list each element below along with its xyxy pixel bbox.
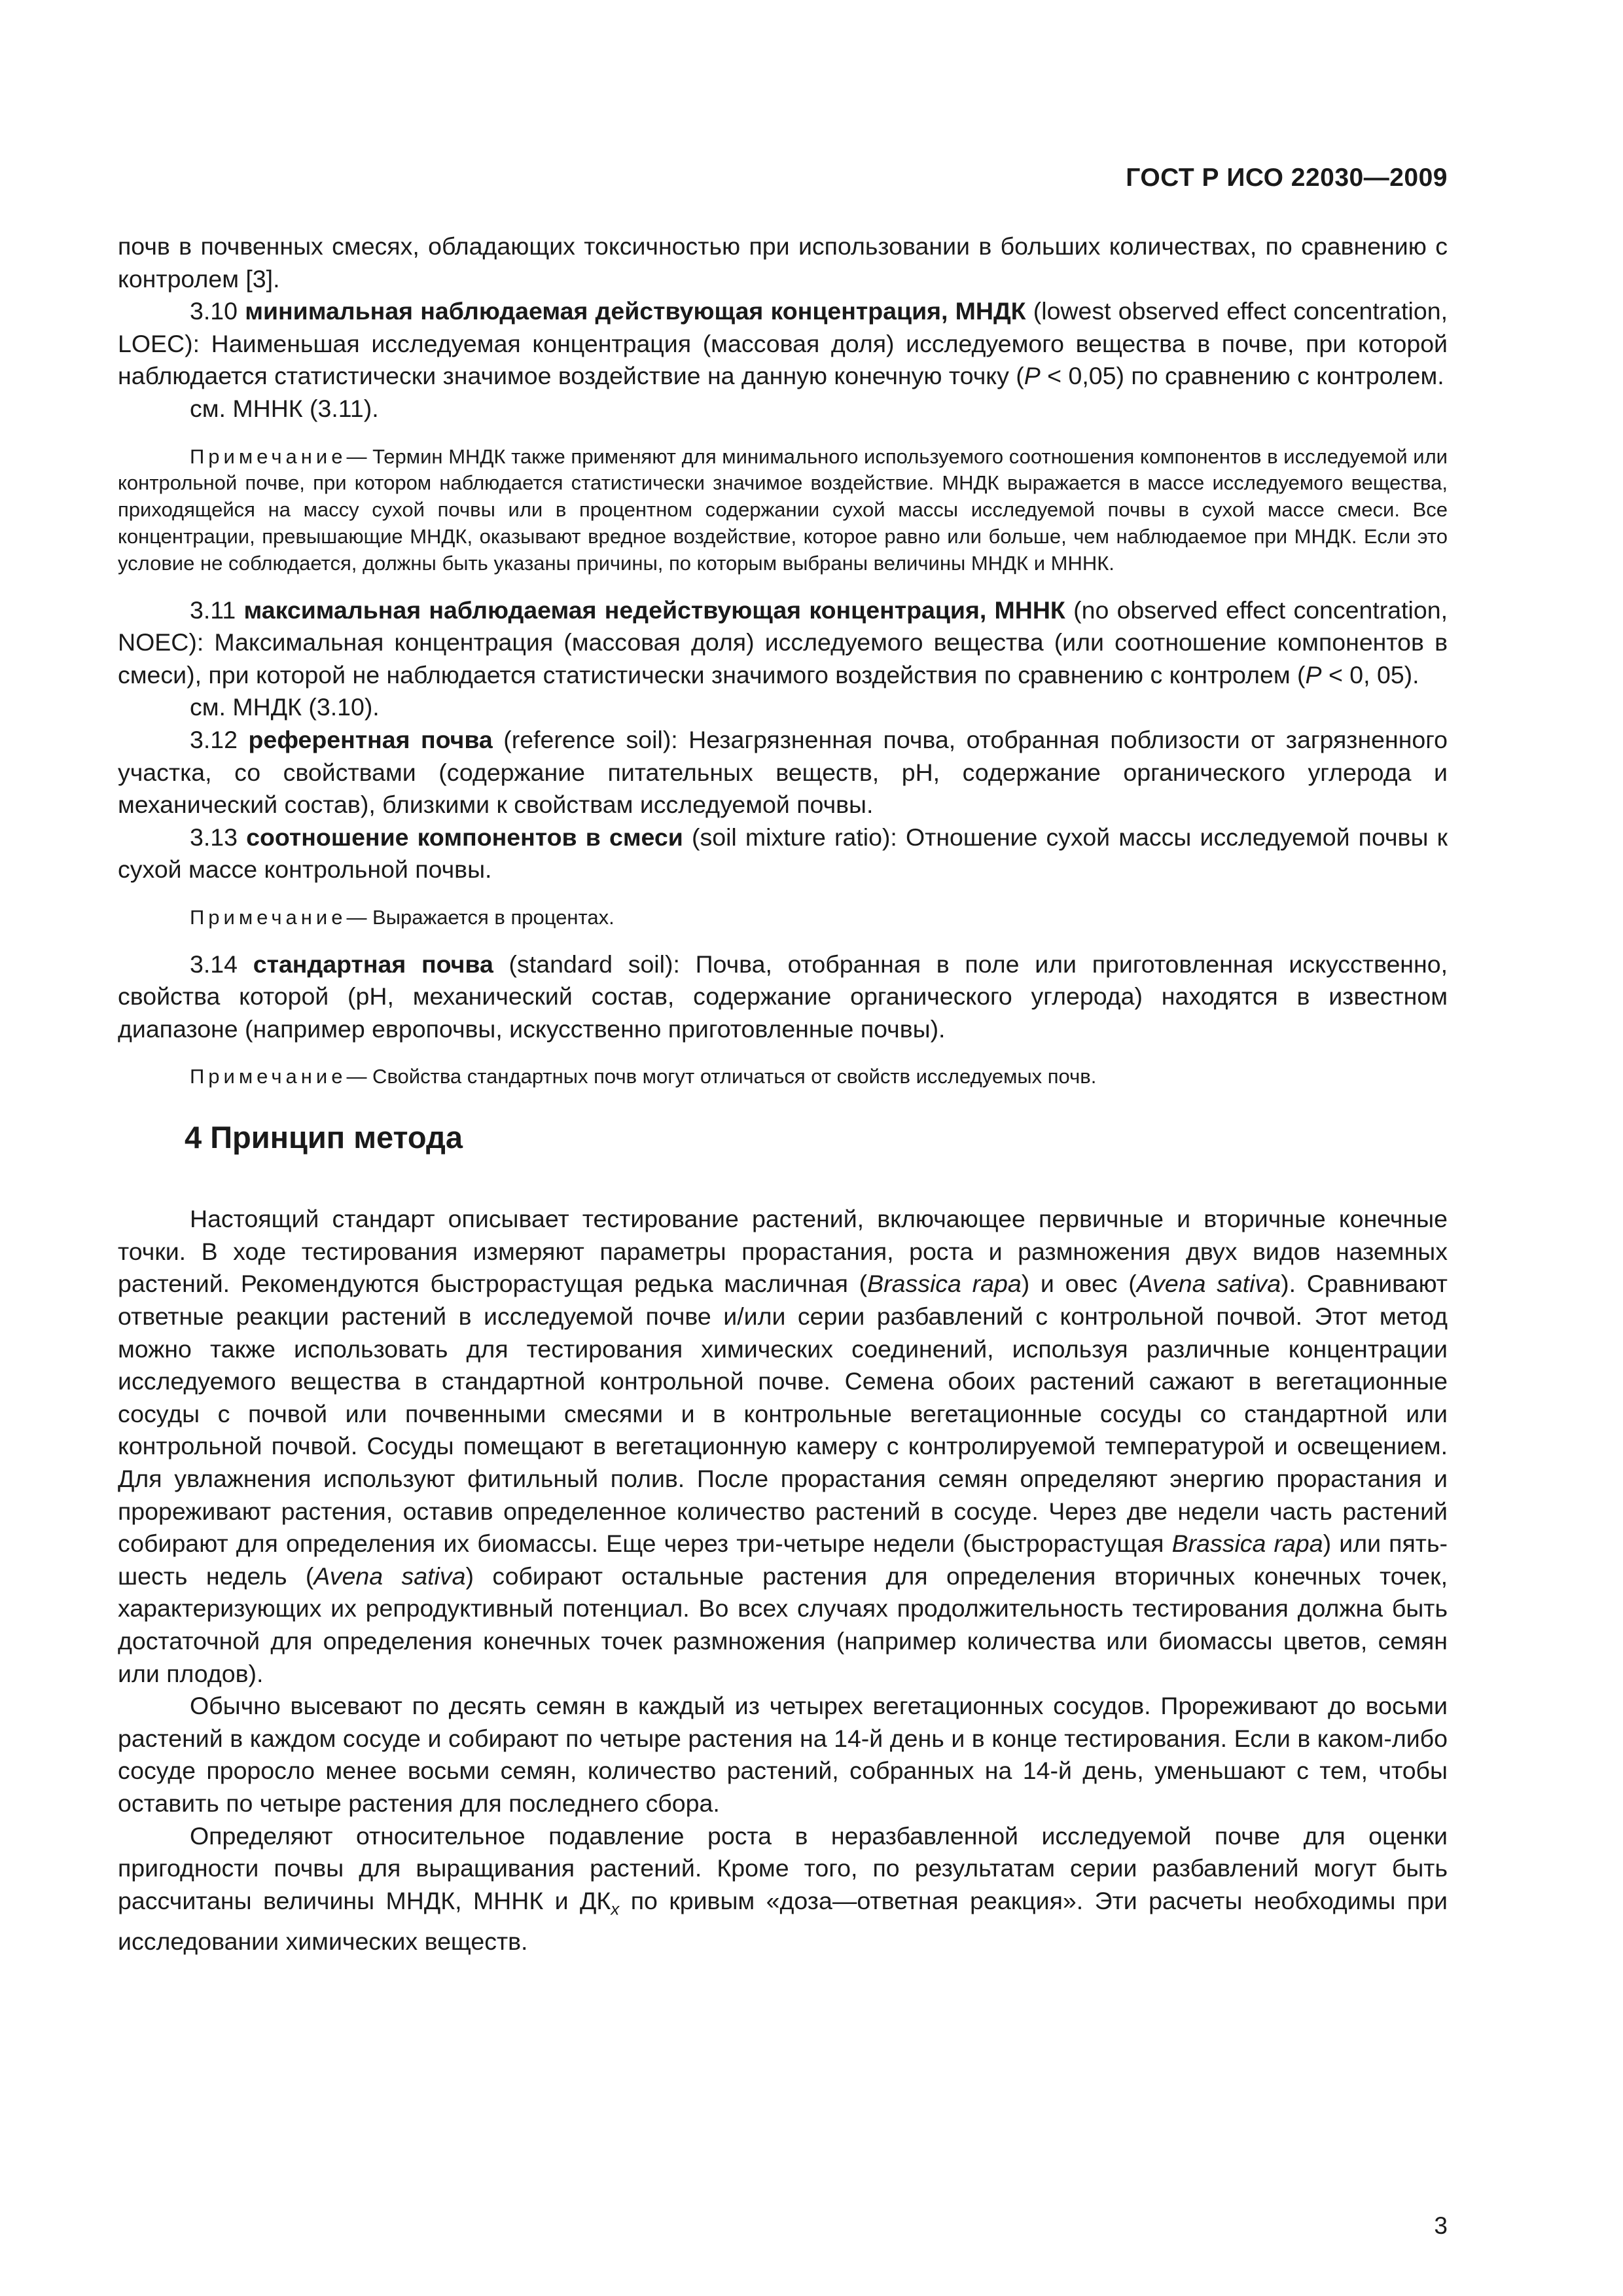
method-paragraph-2: Обычно высевают по десять семян в каждый из четырех вегетационных сосудов. Прореживают до восьми растений в каждом сосуде и собирают по четыре растения на 14-й день и в конце тестирования. Если в каком-либо сосуде проросло менее восьми семян, количество растений, собранных на 14-й день, уменьшают с тем, чтобы оставить по четыре растения для последнего сбора.	[118, 1692, 1448, 1817]
definition-text: (no observed effect concentration, NOEC): Максимальная концентрация (массовая доля) исследуемого вещества (или соотношение компонентов в смеси), при которой не наблюдается статистически значимого воздействия по сравнению с контролем (	[118, 596, 1448, 689]
definition-text: (soil mixture ratio): Отношение сухой массы исследуемой почвы к сухой массе контрольной почвы.	[118, 823, 1448, 884]
definition-3-10	[118, 295, 1448, 393]
definition-number: 3.10	[190, 297, 238, 325]
note-label: Примечание	[190, 905, 347, 929]
document-code-header: ГОСТ Р ИСО 22030—2009	[1126, 164, 1448, 192]
definition-number: 3.14	[190, 950, 238, 978]
definition-3-14	[118, 948, 1448, 1046]
text-run: ) и овес (	[1021, 1270, 1137, 1298]
note-text: — Выражается в процентах.	[346, 905, 615, 929]
definition-text: (lowest observed effect concentration, LOEC): Наименьшая исследуемая концентрация (массовая доля) исследуемого вещества в почве, при которой наблюдается статистически значимое воздействие на данную конечную точку (	[118, 297, 1448, 390]
note-text: — Термин МНДК также применяют для минимального используемого соотношения компонентов в исследуемой или контрольной почве, при котором наблюдается статистически значимое воздействие. МНДК выражается в массе исследуемого вещества, приходящейся на массу сухой почвы или в процентном содержании сухой массы исследуемой почвы в сухой массе смеси. Все концентрации, превышающие МНДК, оказывают вредное воздействие, которое равно или больше, чем наблюдаемое при МНДК. Если это условие не соблюдается, должны быть указаны причины, по которым выбраны величины МНДК и МННК.	[118, 444, 1448, 575]
text-run: ) собирают остальные растения для определения вторичных конечных точек, характеризующих их репродуктивный потенциал. Во всех случаях продолжительность тестирования должна быть достаточной для определения конечных точек размножения (например количества или биомассы цветов, семян или плодов).	[118, 1562, 1448, 1687]
section-heading	[118, 1119, 1448, 1156]
text-run: Настоящий стандарт описывает тестирование растений, включающее первичные и вторичные конечные точки. В ходе тестирования измеряют параметры прорастания, роста и размножения двух видов наземных растений. Рекомендуются быстрорастущая редька масличная (	[118, 1205, 1448, 1298]
definition-3-13	[118, 821, 1448, 886]
definition-number: 3.13	[190, 823, 238, 851]
definition-text: (reference soil): Незагрязненная почва, отобранная поблизости от загрязненного участка, со свойствами (содержание питательных веществ, рН, содержание органического углерода и механический состав), близкими к свойствам исследуемой почвы.	[118, 725, 1448, 819]
note-label: Примечание	[190, 1065, 347, 1088]
definition-text-end: < 0,05) по сравнению с контролем.	[1040, 362, 1444, 390]
text-run: Определяют относительное подавление роста в неразбавленной исследуемой почве для оценки пригодности почвы для выращивания растений. Кроме того, по результатам серии разбавлений могут быть рассчитаны величины МНДК, МННК и ДК	[118, 1821, 1448, 1914]
species-name: Brassica rapa	[1171, 1530, 1323, 1558]
method-paragraph-1	[118, 1203, 1448, 1690]
text-run: ) или пять-шесть недель (	[118, 1530, 1448, 1590]
definition-text-end: < 0, 05).	[1321, 660, 1419, 689]
definition-text: (standard soil): Почва, отобранная в поле или приготовленная искусственно, свойства которой (рН, механический состав, содержание органического углерода) находятся в известном диапазоне (например европочвы, искусственно приготовленные почвы).	[118, 950, 1448, 1043]
definition-term: соотношение компонентов в смеси	[246, 823, 683, 851]
note-text: — Свойства стандартных почв могут отличаться от свойств исследуемых почв.	[346, 1065, 1097, 1088]
species-name: Brassica rapa	[867, 1270, 1022, 1298]
species-name: Avena sativa	[313, 1562, 466, 1590]
p-symbol: P	[1305, 660, 1322, 689]
section-title: Принцип метода	[210, 1120, 463, 1155]
definition-term: стандартная почва	[253, 950, 493, 978]
text-run: ). Сравнивают ответные реакции растений в исследуемой почве и/или серии разбавлений с контрольной почвой. Этот метод можно также использовать для тестирования химических соединений, используя различные концентрации исследуемого вещества в стандартной контрольной почве. Семена обоих растений сажают в вегетационные сосуды с почвой или почвенными смесями и в контрольные вегетационные сосуды со стандартной или контрольной почвой. Сосуды помещают в вегетационную камеру с контролируемой температурой и освещением. Для увлажнения используют фитильный полив. После прорастания семян определяют энергию прорастания и прореживают растения, оставив определенное количество растений в сосуде. Через две недели часть растений собирают для определения их биомассы. Еще через три-четыре недели (быстрорастущая	[118, 1270, 1448, 1558]
note-3-10	[118, 444, 1448, 577]
page-content	[118, 230, 1448, 1958]
definition-3-11	[118, 594, 1448, 692]
note-label: Примечание	[190, 444, 347, 468]
note-3-13	[118, 905, 1448, 931]
section-number: 4	[185, 1120, 202, 1155]
cross-reference: см. МННК (3.11).	[190, 394, 379, 422]
species-name: Avena sativa	[1136, 1270, 1281, 1298]
subscript: x	[611, 1899, 620, 1919]
definition-term: минимальная наблюдаемая действующая концентрация, МНДК	[245, 297, 1026, 325]
continuation-paragraph: почв в почвенных смесях, обладающих токсичностью при использовании в больших количествах, по сравнению с контролем [3].	[118, 232, 1448, 293]
definition-term: максимальная наблюдаемая недействующая концентрация, МННК	[243, 596, 1065, 624]
note-3-14	[118, 1064, 1448, 1090]
definition-3-12	[118, 724, 1448, 821]
definition-number: 3.11	[190, 596, 236, 624]
text-run: по кривым «доза—ответная реакция». Эти расчеты необходимы при исследовании химических веществ.	[118, 1886, 1448, 1955]
p-symbol: P	[1024, 362, 1041, 390]
definition-term: референтная почва	[248, 725, 493, 753]
definition-number: 3.12	[190, 725, 238, 753]
page-number: 3	[1434, 2212, 1448, 2239]
cross-reference: см. МНДК (3.10).	[190, 693, 380, 721]
method-paragraph-3	[118, 1820, 1448, 1958]
